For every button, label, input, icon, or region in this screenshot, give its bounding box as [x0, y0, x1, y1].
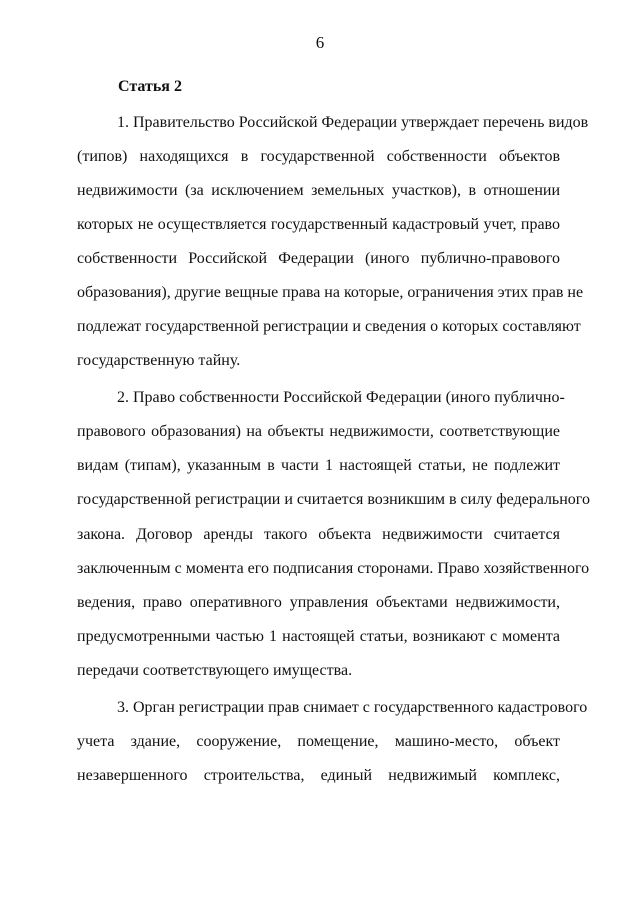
paragraph-line: образования), другие вещные права на которые, ограничения этих прав не	[77, 284, 584, 301]
paragraph-line: государственную тайну.	[77, 352, 241, 369]
paragraph-line: 3. Орган регистрации прав снимает с государственного кадастрового	[117, 699, 588, 716]
paragraph-line: (типов) находящихся в государственной собственности объектов	[77, 148, 560, 165]
paragraph-line: видам (типам), указанным в части 1 настоящей статьи, не подлежит	[77, 457, 560, 474]
article-title: Статья 2	[118, 78, 182, 95]
paragraph-line: незавершенного строительства, единый недвижимый комплекс,	[77, 767, 560, 784]
paragraph-line: предусмотренными частью 1 настоящей статьи, возникают с момента	[77, 628, 560, 645]
paragraph-line: заключенным с момента его подписания сторонами. Право хозяйственного	[77, 560, 590, 577]
paragraph-line: собственности Российской Федерации (иного публично-правового	[77, 250, 560, 267]
paragraph-line: учета здание, сооружение, помещение, машино-место, объект	[77, 733, 560, 750]
paragraph-line: правового образования) на объекты недвижимости, соответствующие	[77, 423, 560, 440]
paragraph-line: передачи соответствующего имущества.	[77, 662, 353, 679]
paragraph-line: которых не осуществляется государственный кадастровый учет, право	[77, 216, 560, 233]
paragraph-line: государственной регистрации и считается возникшим в силу федерального	[77, 491, 590, 508]
paragraph-line: 1. Правительство Российской Федерации утверждает перечень видов	[117, 114, 589, 131]
paragraph-line: недвижимости (за исключением земельных участков), в отношении	[77, 182, 560, 199]
paragraph-line: 2. Право собственности Российской Федерации (иного публично-	[117, 389, 565, 406]
paragraph-line: ведения, право оперативного управления объектами недвижимости,	[77, 594, 560, 611]
paragraph-line: подлежат государственной регистрации и сведения о которых составляют	[77, 318, 581, 335]
page-number: 6	[315, 33, 325, 52]
paragraph-line: закона. Договор аренды такого объекта недвижимости считается	[77, 526, 560, 543]
